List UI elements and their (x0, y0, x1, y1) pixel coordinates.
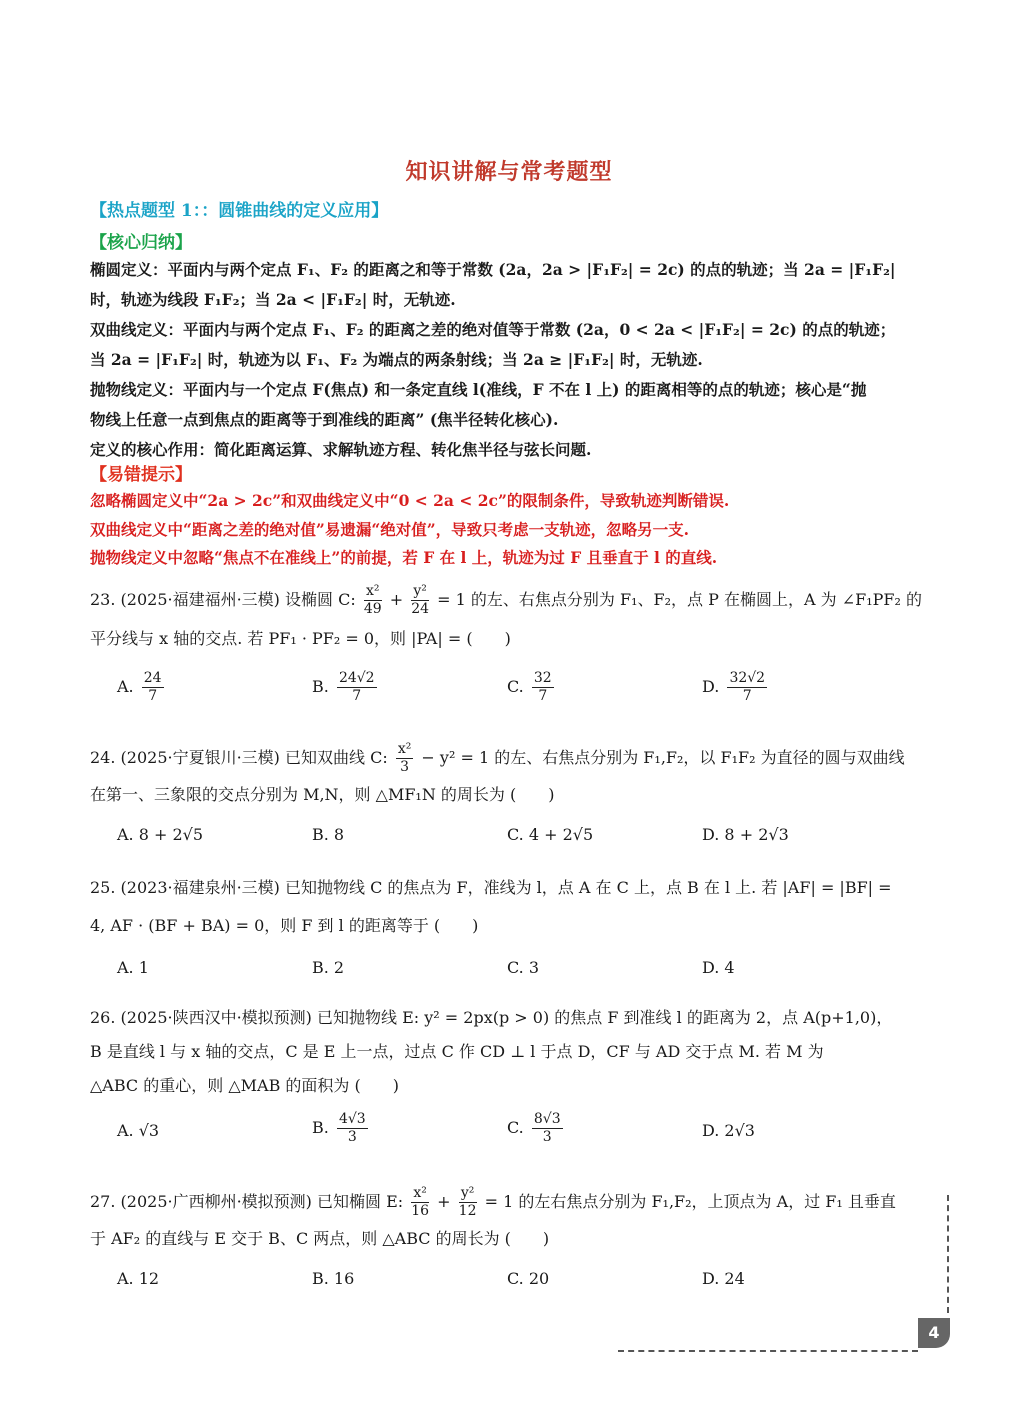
question-24 (90, 740, 950, 850)
core-line: 双曲线定义：平面内与两个定点 F₁、F₂ 的距离之差的绝对值等于常数 (2a，0 < 2a < |F₁F₂| = 2c) 的点的轨迹； (90, 320, 896, 339)
dashed-border-vertical (947, 1195, 949, 1313)
option-c[interactable]: C. $\frac{8√3}{3}$ (507, 1111, 561, 1145)
option-c[interactable]: C. 20 (507, 1269, 550, 1288)
option-a[interactable]: A. 12 (117, 1269, 160, 1288)
error-tips-heading: 【易错提示】 (90, 465, 192, 485)
question-23 (90, 582, 950, 705)
q23-stem-start: 23. (2025·福建福州·三模) 设椭圆 C: (90, 590, 356, 609)
option-a[interactable]: A. 1 (117, 958, 149, 977)
option-a[interactable]: A. √3 (117, 1121, 160, 1140)
q27-fraction-2: $\frac{\text{y²}}{12}$ (458, 1185, 477, 1219)
hot-topic-heading: 【热点题型 1：：圆锥曲线的定义应用】 (90, 201, 389, 221)
q24-fraction: $\frac{\text{x²}}{3}$ (397, 741, 412, 775)
option-b[interactable]: B. 8 (312, 825, 345, 844)
option-d[interactable]: D. 24 (702, 1269, 745, 1288)
q27-line2: 于 AF₂ 的直线与 E 交于 B、C 两点，则 △ABC 的周长为 ( ) (90, 1229, 550, 1248)
q27-stem-end: = 1 的左右焦点分别为 F₁,F₂，上顶点为 A，过 F₁ 且垂直 (484, 1192, 896, 1211)
q24-line2: 在第一、三象限的交点分别为 M,N，则 △MF₁N 的周长为 ( ) (90, 785, 555, 804)
core-summary-heading: 【核心归纳】 (90, 233, 192, 253)
q25-options (90, 953, 950, 983)
q24-options (90, 820, 950, 850)
question-26 (90, 1003, 950, 1151)
error-tips (90, 487, 950, 573)
option-b[interactable]: B. 16 (312, 1269, 355, 1288)
warn-line: 双曲线定义中“距离之差的绝对值”易遗漏“绝对值”，导致只考虑一支轨迹，忽略另一支. (90, 519, 690, 539)
q27-fraction-1: $\frac{\text{x²}}{16}$ (411, 1185, 430, 1219)
core-line: 抛物线定义：平面内与一个定点 F(焦点) 和一条定直线 l(准线，F 不在 l 上) 的距离相等的点的轨迹；核心是“抛 (90, 380, 867, 399)
option-c[interactable]: C. 3 (507, 958, 540, 977)
question-27 (90, 1184, 950, 1294)
question-25 (90, 873, 950, 983)
option-b[interactable]: B. 2 (312, 958, 345, 977)
q27-stem-start: 27. (2025·广西柳州·模拟预测) 已知椭圆 E: (90, 1192, 404, 1211)
option-d[interactable]: D. 4 (702, 958, 735, 977)
q23-line2: 平分线与 x 轴的交点. 若 PF₁ · PF₂ = 0，则 |PA| = ( ) (90, 629, 511, 648)
option-a[interactable]: A. 8 + 2√5 (117, 825, 204, 844)
q26-options (90, 1111, 950, 1151)
warn-line: 抛物线定义中忽略“焦点不在准线上”的前提，若 F 在 l 上，轨迹为过 F 且垂直于 l 的直线. (90, 548, 718, 567)
option-b[interactable]: B. $\frac{24√2}{7}$ (312, 670, 375, 704)
core-summary (90, 255, 950, 465)
core-line: 定义的核心作用：简化距离运算、求解轨迹方程、转化焦半径与弦长问题. (90, 440, 592, 459)
q24-stem-end: − y² = 1 的左、右焦点分别为 F₁,F₂，以 F₁F₂ 为直径的圆与双曲线 (421, 748, 905, 767)
q26-line1: 26. (2025·陕西汉中·模拟预测) 已知抛物线 E: y² = 2px(p > 0) 的焦点 F 到准线 l 的距离为 2，点 A(p+1,0)， (90, 1008, 893, 1027)
q24-stem-start: 24. (2025·宁夏银川·三模) 已知双曲线 C: (90, 748, 388, 767)
warn-line: 忽略椭圆定义中“2a > 2c”和双曲线定义中“0 < 2a < 2c”的限制条件，导致轨迹判断错误. (90, 491, 730, 510)
core-line: 物线上任意一点到焦点的距离等于到准线的距离” (焦半径转化核心). (90, 410, 559, 429)
q23-stem-end: = 1 的左、右焦点分别为 F₁、F₂，点 P 在椭圆上，A 为 ∠F₁PF₂ 的 (437, 590, 922, 609)
page-number: 4 (918, 1318, 950, 1348)
option-d[interactable]: D. $\frac{32√2}{7}$ (702, 670, 766, 704)
page-title: 知识讲解与常考题型 (405, 159, 613, 185)
option-d[interactable]: D. 8 + 2√3 (702, 825, 789, 844)
core-line: 当 2a = |F₁F₂| 时，轨迹为以 F₁、F₂ 为端点的两条射线；当 2a ≥ |F₁F₂| 时，无轨迹. (90, 350, 703, 369)
q27-options (90, 1264, 950, 1294)
option-a[interactable]: A. $\frac{24}{7}$ (117, 670, 162, 704)
option-d[interactable]: D. 2√3 (702, 1121, 755, 1140)
q23-fraction-2: $\frac{\text{y²}}{24}$ (411, 583, 430, 617)
option-c[interactable]: C. $\frac{32}{7}$ (507, 670, 552, 704)
q27-plus: + (437, 1192, 451, 1211)
dashed-border-horizontal (618, 1350, 918, 1352)
q25-line2: 4, AF · (BF + BA) = 0，则 F 到 l 的距离等于 ( ) (90, 916, 479, 935)
q26-line3: △ABC 的重心，则 △MAB 的面积为 ( ) (90, 1076, 399, 1095)
option-c[interactable]: C. 4 + 2√5 (507, 825, 594, 844)
core-line: 时，轨迹为线段 F₁F₂；当 2a < |F₁F₂| 时，无轨迹. (90, 290, 456, 309)
q23-fraction-1: $\frac{\text{x²}}{49}$ (363, 583, 382, 617)
q25-line1: 25. (2023·福建泉州·三模) 已知抛物线 C 的焦点为 F，准线为 l，点 A 在 C 上，点 B 在 l 上. 若 |AF| = |BF| = (90, 878, 892, 897)
q23-plus: + (389, 590, 404, 609)
q26-line2: B 是直线 l 与 x 轴的交点，C 是 E 上一点，过点 C 作 CD ⊥ l 于点 D，CF 与 AD 交于点 M. 若 M 为 (90, 1042, 824, 1061)
core-line: 椭圆定义：平面内与两个定点 F₁、F₂ 的距离之和等于常数 (2a，2a > |F₁F₂| = 2c) 的点的轨迹；当 2a = |F₁F₂| (90, 260, 896, 279)
q23-options (90, 670, 950, 705)
option-b[interactable]: B. $\frac{4√3}{3}$ (312, 1111, 366, 1145)
